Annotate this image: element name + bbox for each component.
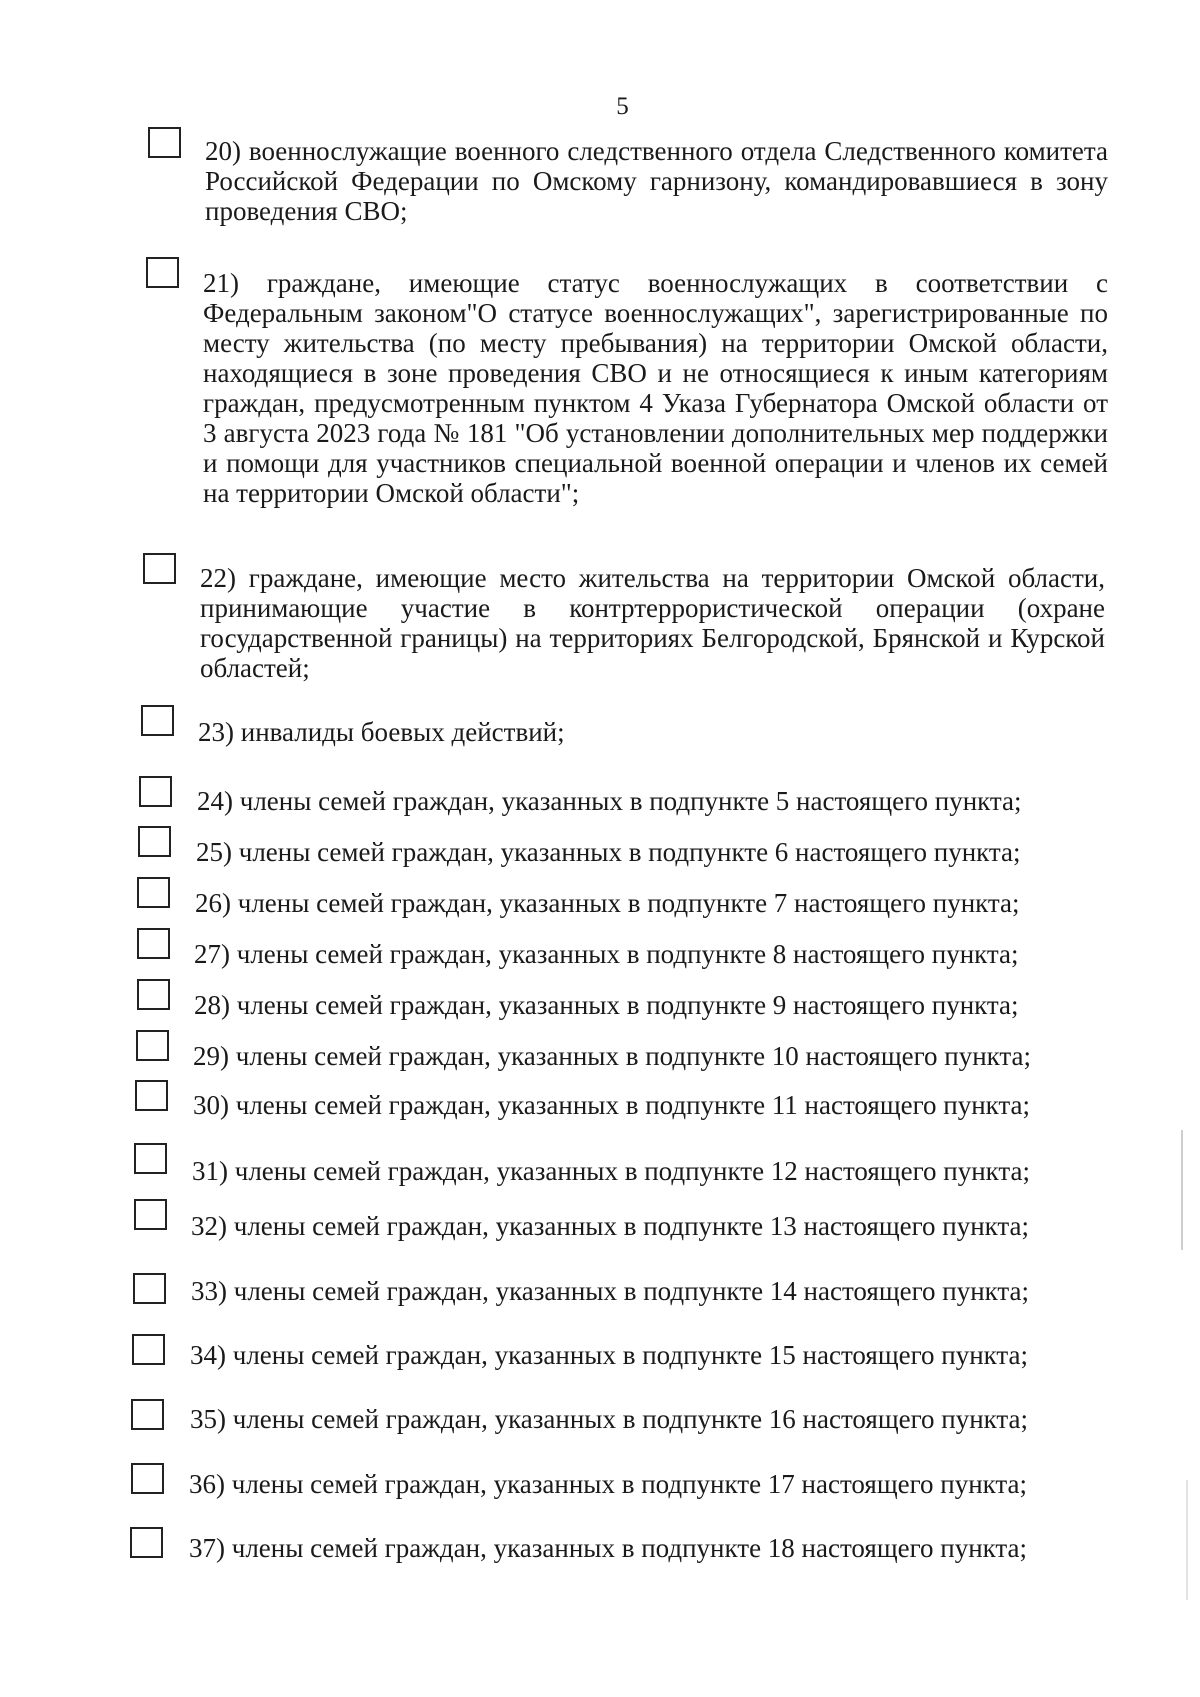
item-checkbox[interactable] [130, 1527, 163, 1558]
item-text: 37) члены семей граждан, указанных в подпункте 18 настоящего пункта; [189, 1533, 1028, 1563]
item-text: 31) члены семей граждан, указанных в подпункте 12 настоящего пункта; [192, 1156, 1031, 1186]
scan-artifact [1186, 1480, 1188, 1600]
item-checkbox[interactable] [135, 1080, 168, 1111]
item-text: 34) члены семей граждан, указанных в подпункте 15 настоящего пункта; [190, 1340, 1029, 1370]
item-checkbox[interactable] [143, 553, 176, 584]
item-checkbox[interactable] [134, 1143, 167, 1174]
item-checkbox[interactable] [137, 928, 170, 959]
item-text: 33) члены семей граждан, указанных в подпункте 14 настоящего пункта; [191, 1276, 1030, 1306]
item-checkbox[interactable] [131, 1399, 164, 1430]
item-checkbox[interactable] [148, 127, 181, 158]
item-checkbox[interactable] [139, 776, 172, 807]
item-text: 24) члены семей граждан, указанных в подпункте 5 настоящего пункта; [197, 786, 1022, 816]
item-checkbox[interactable] [137, 979, 170, 1010]
item-checkbox[interactable] [131, 1463, 164, 1494]
item-text: 29) члены семей граждан, указанных в подпункте 10 настоящего пункта; [193, 1041, 1032, 1071]
item-checkbox[interactable] [133, 1273, 166, 1304]
item-text: 28) члены семей граждан, указанных в подпункте 9 настоящего пункта; [194, 990, 1019, 1020]
item-text: 36) члены семей граждан, указанных в подпункте 17 настоящего пункта; [189, 1469, 1028, 1499]
page-number: 5 [616, 93, 629, 120]
item-text: 21) граждане, имеющие статус военнослужащих в соответствии с Федеральным законом"О статусе военнослужащих", зарегистрированные по месту жительства (по месту пребывания) на территории Омской области, находящиеся в зоне проведения СВО и не относящиеся к иным категориям граждан, предусмотренным пунктом 4 Указа Губернатора Омской области от 3 августа 2023 года № 181 "Об установлении дополнительных мер поддержки и помощи для участников специальной военной операции и членов их семей на территории Омской области"; [203, 268, 1108, 508]
item-checkbox[interactable] [141, 705, 174, 736]
item-checkbox[interactable] [136, 1030, 169, 1061]
item-checkbox[interactable] [134, 1199, 167, 1230]
item-text: 32) члены семей граждан, указанных в подпункте 13 настоящего пункта; [191, 1211, 1030, 1241]
scan-artifact [1181, 1130, 1183, 1250]
item-text: 20) военнослужащие военного следственного отдела Следственного комитета Российской Федерации по Омскому гарнизону, командировавшиеся в зону проведения СВО; [205, 136, 1108, 226]
item-text: 26) члены семей граждан, указанных в подпункте 7 настоящего пункта; [195, 888, 1020, 918]
item-text: 35) члены семей граждан, указанных в подпункте 16 настоящего пункта; [190, 1404, 1029, 1434]
item-text: 27) члены семей граждан, указанных в подпункте 8 настоящего пункта; [194, 939, 1019, 969]
item-text: 23) инвалиды боевых действий; [198, 717, 565, 747]
item-text: 25) члены семей граждан, указанных в подпункте 6 настоящего пункта; [196, 837, 1021, 867]
item-text: 22) граждане, имеющие место жительства на территории Омской области, принимающие участие в контртеррористической операции (охране государственной границы) на территориях Белгородской, Брянской и Курской областей; [200, 563, 1105, 683]
item-checkbox[interactable] [132, 1334, 165, 1365]
item-text: 30) члены семей граждан, указанных в подпункте 11 настоящего пункта; [193, 1090, 1031, 1120]
item-checkbox[interactable] [138, 826, 171, 857]
item-checkbox[interactable] [137, 877, 170, 908]
item-checkbox[interactable] [146, 257, 179, 288]
